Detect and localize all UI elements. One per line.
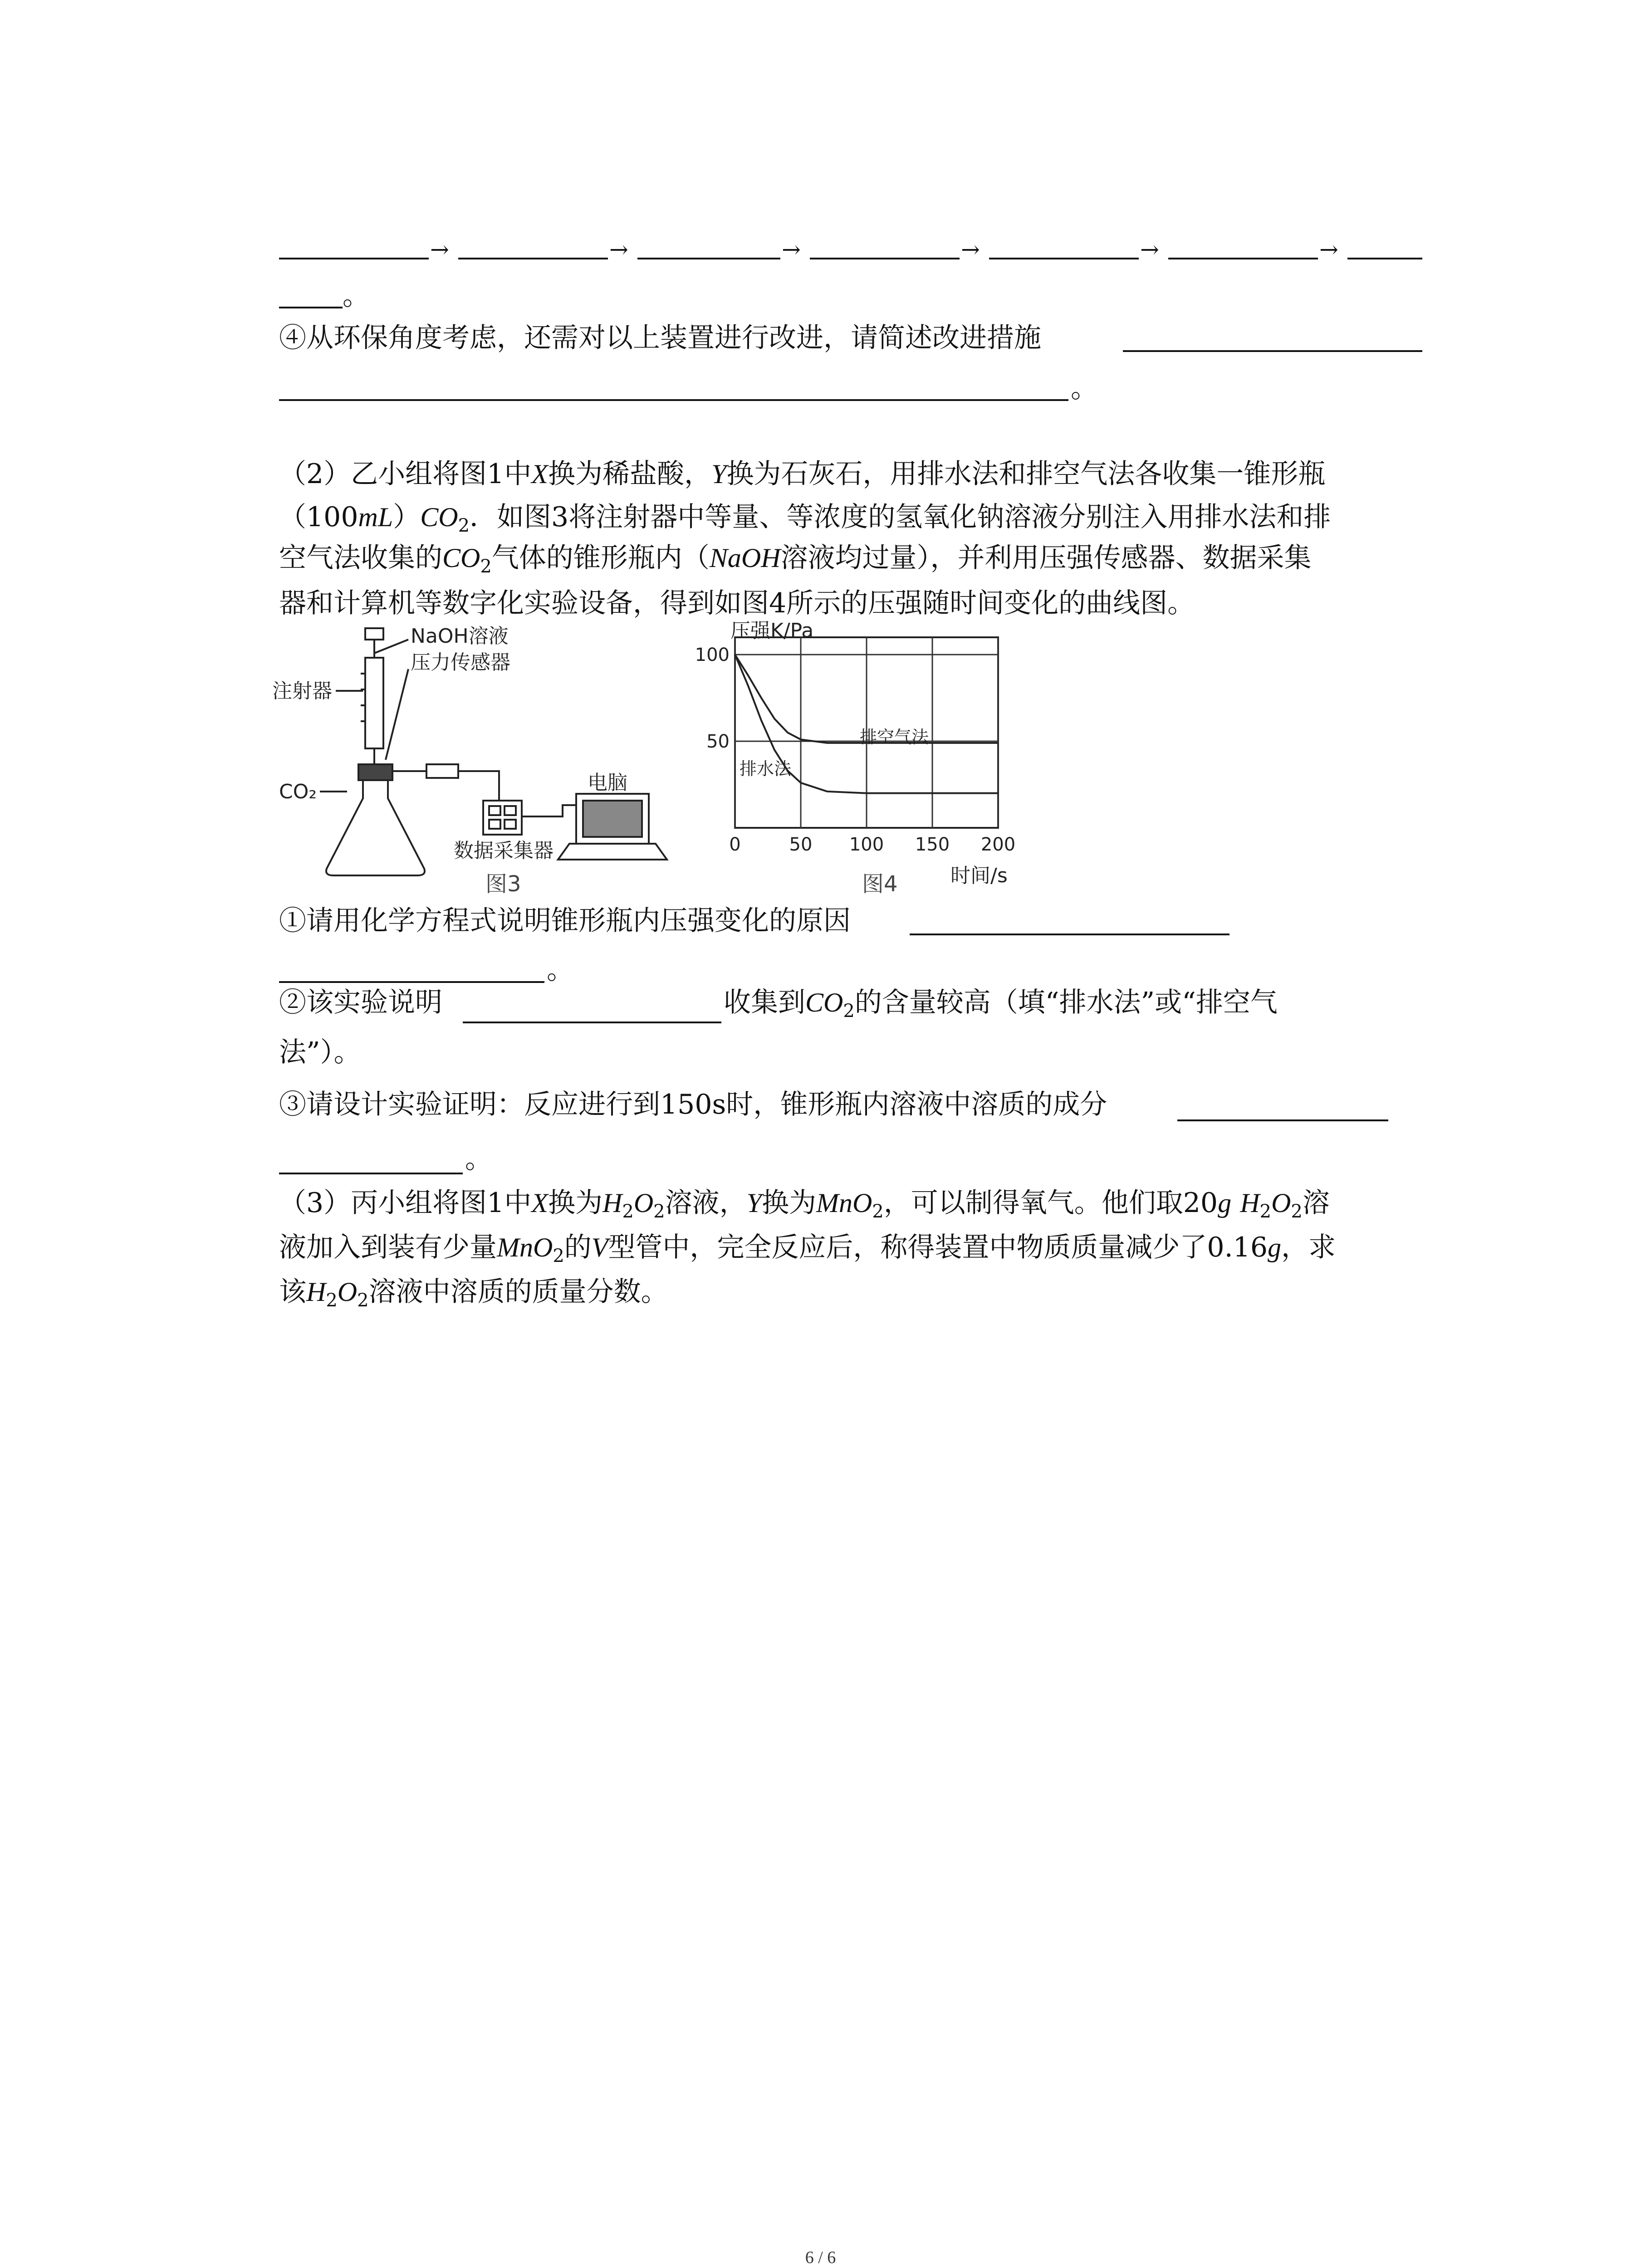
arrow-icon: → [1140,236,1159,263]
question-2-sub-1: ①请用化学方程式说明锥形瓶内压强变化的原因 [279,905,851,937]
q2-l2-co: CO [420,502,458,532]
q2-l2-a: （100 [279,501,358,533]
question-2-line-1 [279,456,1325,492]
q2-l3-a: 空气法收集的 [279,542,442,574]
syringe-plunger-head [365,628,383,640]
answer-blank[interactable] [637,258,780,259]
arrow-icon: → [609,236,628,263]
q2-l2-c: ．如图3将注射器中等量、等浓度的氢氧化钠溶液分别注入用排水法和排 [470,501,1331,533]
q3-l1-19: 溶 [1302,1187,1330,1219]
arrow-icon: → [430,236,449,263]
conical-flask [326,780,425,875]
label-computer: 电脑 [588,771,627,794]
computer-keyboard [558,844,667,860]
sub-2-b: 的含量较高（填“排水法”或“排空气 [854,987,1278,1018]
q3-l3-sub: 2 [326,1290,338,1311]
answer-blank[interactable] [1168,258,1318,259]
arrow-icon: → [961,236,980,263]
q3-l2-g: g [1268,1232,1282,1262]
q3-l1-sub: 2 [872,1201,884,1222]
q3-l1-9: 换为 [761,1187,816,1219]
sub-2-pre: ②该实验说明 [279,987,442,1018]
question-2-sub-3: ③请设计实验证明：反应进行到150s时，锥形瓶内溶液中溶质的成分 [279,1089,1107,1120]
chart-y-tick-label: 50 [706,731,730,753]
q3-l1-sub: 2 [1291,1201,1303,1222]
sub-1-period: 。 [547,954,574,986]
answer-blank[interactable] [989,258,1139,259]
label-syringe: 注射器 [272,679,332,703]
figure-4-chart [695,637,1016,855]
label-co2: CO₂ [279,780,317,803]
q3-l1-o: O [1271,1188,1291,1218]
arrow-icon: → [1319,236,1338,263]
question-2-line-3 [279,540,1312,585]
q3-l2-mno: MnO [497,1232,553,1262]
figure-4-caption: 图4 [862,871,898,896]
chart-x-tick-label: 100 [849,834,884,855]
q3-l2-5: 型管中，完全反应后，称得装置中物质质量减少了0.16 [608,1232,1268,1263]
q2-l1-a: （2）乙小组将图1中 [279,458,532,490]
sub-2-co: CO [805,987,843,1017]
answer-blank[interactable] [279,307,343,308]
label-pressure-sensor: 压力传感器 [411,651,510,674]
chart-y-tick-label: 100 [695,645,730,666]
question-2-sub-2-cont: 法”）。 [279,1036,361,1068]
answer-blank[interactable] [810,258,960,259]
q3-l1-0: （3）丙小组将图1中 [279,1187,532,1219]
q3-l3-0: 该 [279,1276,306,1308]
q3-l2-v: V [591,1232,608,1262]
question-3-line-1 [279,1185,1330,1230]
syringe-barrel [365,658,383,748]
q3-l1-h: H [603,1188,622,1218]
question-2-line-4: 器和计算机等数字化实验设备，得到如图4所示的压强随时间变化的曲线图。 [279,587,1195,619]
q3-l1-sub: 2 [653,1201,665,1222]
q3-l1-2: 换为 [548,1187,603,1219]
q2-l3-sub: 2 [480,556,492,577]
q3-l3-h: H [306,1277,326,1307]
q3-l3-o: O [337,1277,358,1307]
blank-row-period: 。 [343,280,370,312]
q2-l3-naoh: NaOH [709,543,781,573]
q3-l1-space [1231,1187,1240,1219]
q3-l1-o: O [633,1188,654,1218]
q3-l1-y: Y [746,1188,762,1218]
chart-x-tick-label: 0 [729,834,741,855]
answer-blank[interactable] [458,258,608,259]
chart-x-tick-label: 50 [789,834,813,855]
q2-l1-y: Y [711,459,727,489]
q2-l3-b: 气体的锥形瓶内（ [491,542,710,574]
pressure-sensor [426,764,458,778]
answer-blank[interactable] [279,399,1068,401]
answer-blank[interactable] [1177,1119,1388,1121]
q3-l1-sub: 2 [1259,1201,1271,1222]
question-1-item-4 [279,320,1041,356]
answer-blank[interactable] [1347,258,1422,259]
q3-l1-sub: 2 [622,1201,634,1222]
question-2-sub-2-right [724,984,1278,1029]
q2-l3-c: 溶液均过量），并利用压强传感器、数据采集 [780,542,1312,574]
sub-2-a: 收集到 [724,987,805,1018]
flask-stopper [358,764,392,780]
label-data-collector: 数据采集器 [454,839,554,862]
page-number: 6 / 6 [805,2248,836,2267]
curve-label-water: 排水法 [740,759,792,779]
answer-blank[interactable] [279,1173,463,1174]
answer-blank[interactable] [279,258,429,259]
q2-l1-b: 换为稀盐酸， [548,458,712,490]
q2-l2-ml: mL [358,502,393,532]
arrow-icon: → [782,236,801,263]
q3-l1-12: ，可以制得氧气。他们取20 [883,1187,1218,1219]
q2-l2-sub: 2 [458,515,470,536]
q3-l1-x: X [531,1188,549,1218]
q3-l2-3: 的 [564,1232,592,1263]
question-3-line-2 [279,1229,1336,1274]
q2-l1-x: X [531,459,549,489]
label-naoh-solution: NaOH溶液 [411,625,509,648]
chart-x-tick-label: 150 [915,834,950,855]
answer-blank[interactable] [1123,350,1422,352]
chart-y-axis-label: 压强K/Pa [730,619,814,642]
figure-3-4 [272,615,1043,896]
sub-3-period: 。 [465,1143,492,1175]
item-4-period: 。 [1071,372,1098,404]
item-4-text: ④从环保角度考虑，还需对以上装置进行改进，请简述改进措施 [279,322,1041,354]
answer-blank[interactable] [279,981,544,983]
q3-l3-sub: 2 [357,1290,369,1311]
question-3-line-3 [279,1274,668,1319]
chart-x-axis-label: 时间/s [950,864,1008,887]
figure-3-4-svg [272,615,1043,896]
q2-l1-c: 换为石灰石，用排水法和排空气法各收集一锥形瓶 [726,458,1326,490]
answer-blank[interactable] [463,1022,721,1023]
question-2-sub-2 [279,984,442,1021]
figure-3-caption: 图3 [485,871,521,896]
q3-l1-7: 溶液， [665,1187,747,1219]
q3-l1-h: H [1240,1188,1260,1218]
q3-l2-7: ，求 [1281,1232,1336,1263]
q3-l1-mno: MnO [816,1188,872,1218]
q2-l2-b: ） [393,501,421,533]
q3-l2-sub: 2 [553,1246,564,1266]
chart-x-tick-label: 200 [980,834,1016,855]
question-2-line-2 [279,499,1331,544]
q3-l3-5: 溶液中溶质的质量分数。 [368,1276,668,1308]
q2-l3-co: CO [442,543,480,573]
curve-label-air: 排空气法 [860,727,929,747]
answer-blank[interactable] [910,934,1230,935]
q3-l1-g: g [1218,1188,1232,1218]
sub-2-sub: 2 [843,1001,855,1022]
q3-l2-0: 液加入到装有少量 [279,1232,497,1263]
